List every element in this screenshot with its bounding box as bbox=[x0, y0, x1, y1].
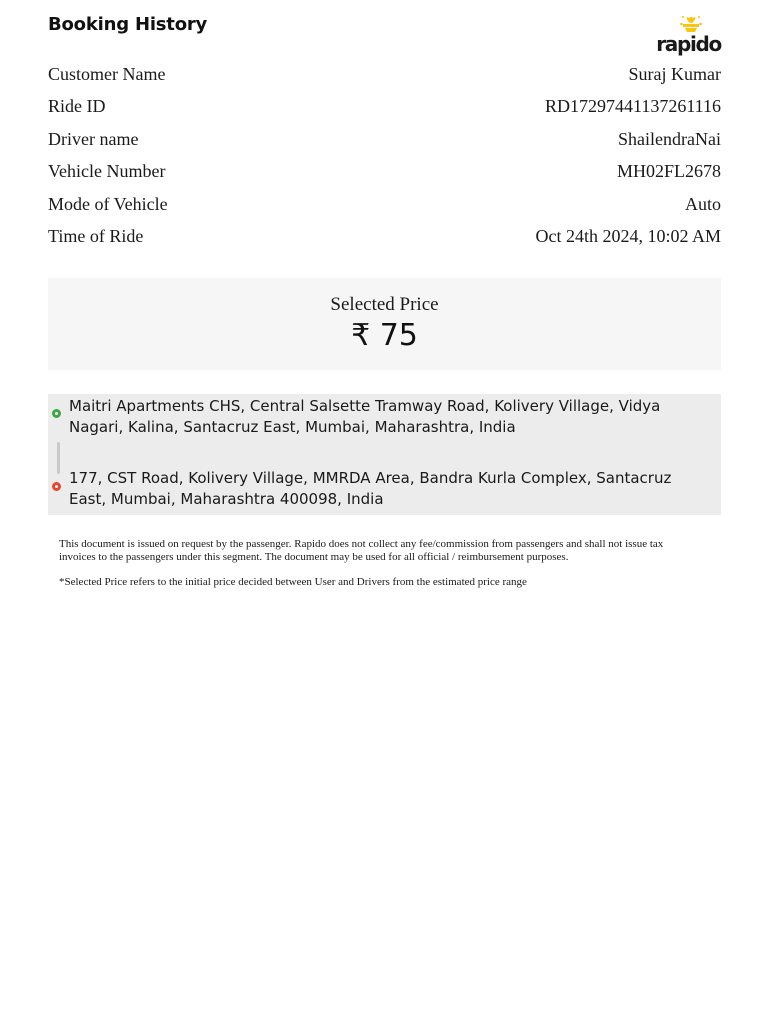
detail-value: Suraj Kumar bbox=[628, 63, 721, 84]
detail-value: ShailendraNai bbox=[618, 128, 721, 149]
detail-label: Customer Name bbox=[48, 63, 166, 84]
price-value: ₹ 75 bbox=[351, 318, 418, 353]
pickup-location-icon bbox=[52, 409, 61, 418]
detail-value: Auto bbox=[685, 193, 721, 214]
detail-row-ride-id bbox=[48, 91, 721, 124]
detail-value: RD17297441137261116 bbox=[544, 96, 721, 117]
pickup-address: Maitri Apartments CHS, Central Salsette Tramway Road, Kolivery Village, Vidya Nagari, Kalina, Santacruz East, Mumbai, Maharashtra, India bbox=[69, 397, 661, 436]
detail-row-ride-time bbox=[48, 221, 721, 254]
disclaimer-text: This document is issued on request by the passenger. Rapido does not collect any fee/commission from passengers and shall not issue tax invoices to the passengers under this segment. The document may be used for all official / reimbursement purposes. bbox=[59, 538, 664, 563]
selected-price-card bbox=[48, 278, 721, 370]
rapido-logo bbox=[657, 14, 721, 54]
drop-location-icon bbox=[52, 482, 61, 491]
route-connector-line bbox=[57, 442, 60, 474]
detail-row-driver-name bbox=[48, 123, 721, 156]
detail-label: Driver name bbox=[48, 128, 139, 149]
detail-label: Time of Ride bbox=[48, 226, 144, 247]
header bbox=[48, 0, 721, 58]
detail-label: Ride ID bbox=[48, 96, 106, 117]
footnotes bbox=[48, 538, 721, 589]
route-card bbox=[48, 394, 721, 515]
detail-value: MH02FL2678 bbox=[616, 161, 721, 182]
price-footnote: *Selected Price refers to the initial price decided between User and Drivers from the estimated price range bbox=[59, 576, 527, 588]
page-title: Booking History bbox=[48, 14, 208, 35]
detail-row-vehicle-number bbox=[48, 156, 721, 189]
detail-row-vehicle-mode bbox=[48, 188, 721, 221]
drop-address: 177, CST Road, Kolivery Village, MMRDA Area, Bandra Kurla Complex, Santacruz East, Mumbai, Maharashtra 400098, India bbox=[69, 469, 672, 508]
price-label: Selected Price bbox=[330, 294, 439, 315]
logo-text: rapido bbox=[656, 32, 721, 56]
detail-value: Oct 24th 2024, 10:02 AM bbox=[535, 226, 721, 247]
detail-label: Mode of Vehicle bbox=[48, 193, 168, 214]
detail-row-customer-name bbox=[48, 58, 721, 91]
ride-details bbox=[48, 58, 721, 253]
booking-history-document bbox=[48, 0, 721, 589]
detail-label: Vehicle Number bbox=[48, 161, 166, 182]
